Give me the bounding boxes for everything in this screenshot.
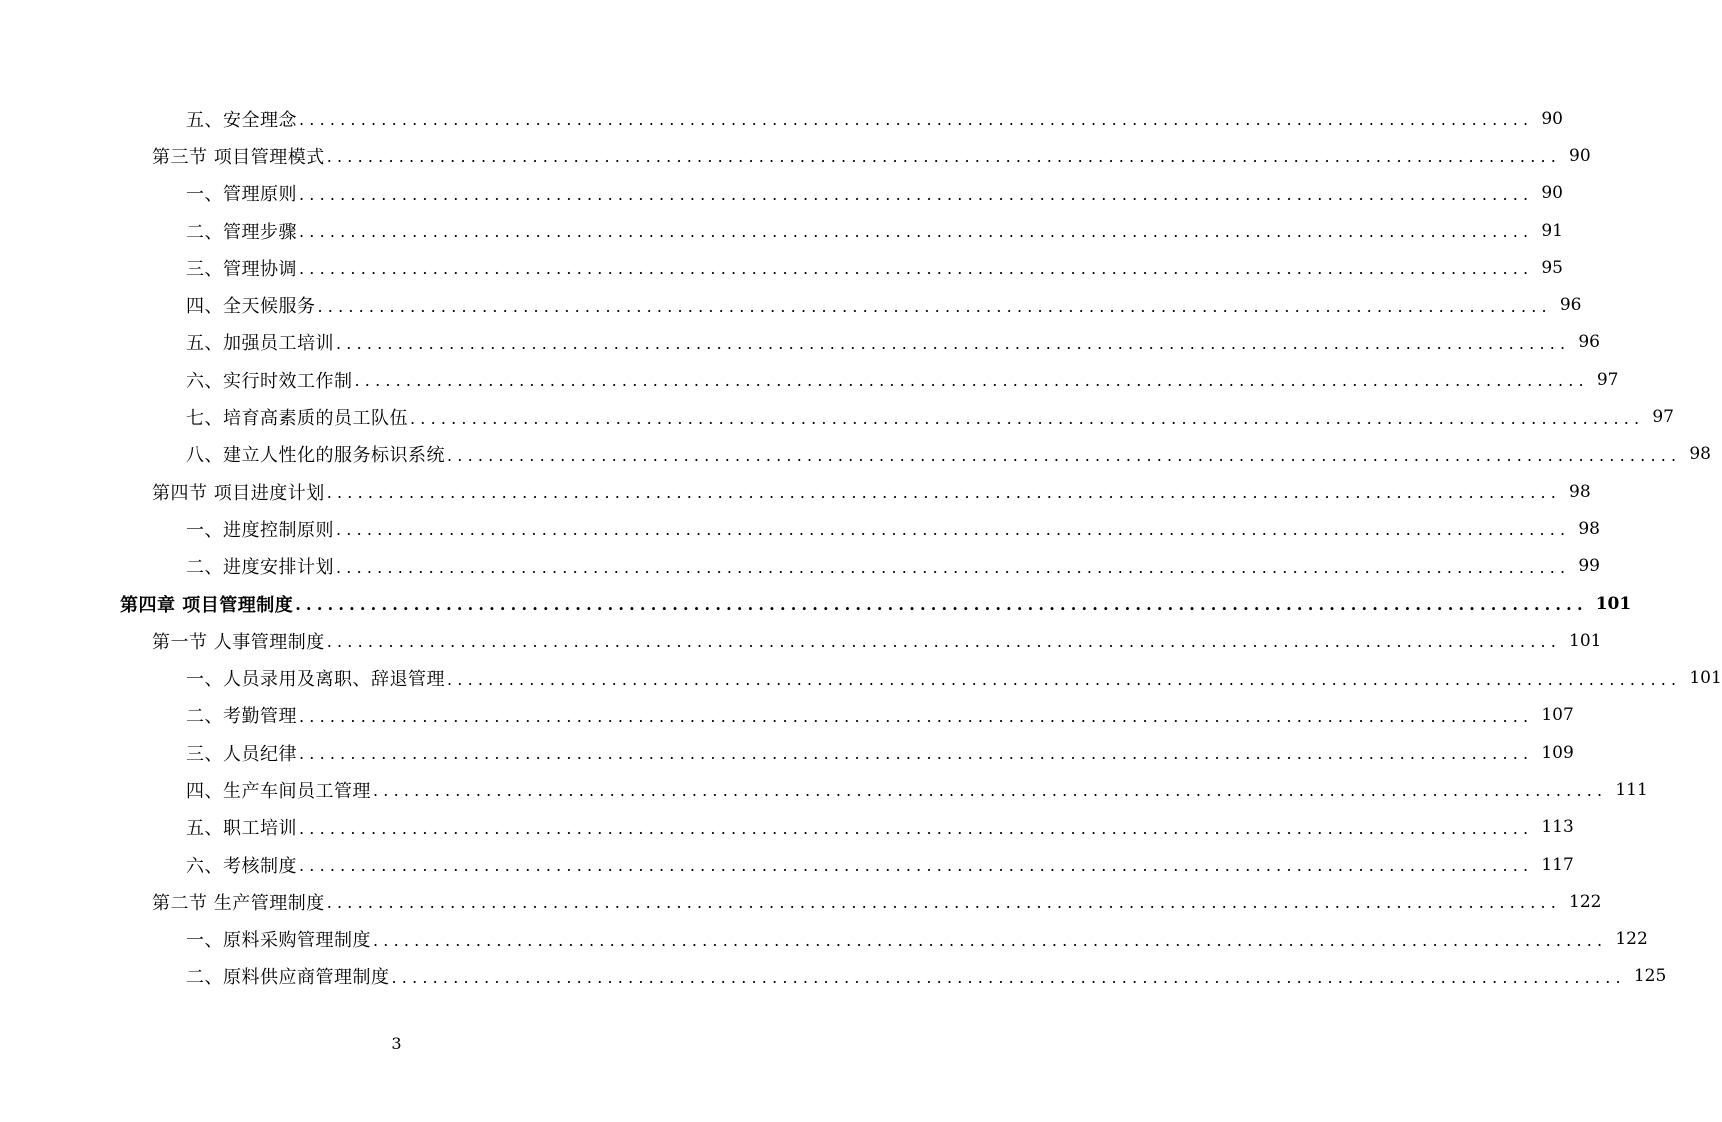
- toc-entry-title: 第四章 项目管理制度: [120, 594, 294, 616]
- toc-entry-page-number: 96: [1578, 332, 1600, 353]
- toc-dot-leader: ........................................................................................................................: [373, 930, 1608, 950]
- toc-dot-leader: ........................................................................................................................: [326, 893, 1562, 913]
- toc-entry-page-number: 90: [1569, 145, 1591, 166]
- toc-entry-item[interactable]: [0, 734, 1574, 771]
- toc-entry-title: 二、原料供应商管理制度: [186, 967, 390, 989]
- toc-entry-title: 第四节 项目进度计划: [152, 482, 325, 504]
- toc-dot-leader: ........................................................................................................................: [299, 818, 1534, 838]
- toc-entry-chapter[interactable]: [0, 585, 1632, 622]
- toc-entry-item[interactable]: [0, 212, 1563, 249]
- toc-dot-leader: ........................................................................................................................: [373, 781, 1608, 801]
- toc-dot-leader: ........................................................................................................................: [299, 856, 1534, 876]
- toc-entry-title: 六、实行时效工作制: [186, 370, 353, 392]
- toc-entry-item[interactable]: [0, 249, 1563, 286]
- toc-dot-leader: ........................................................................................................................: [410, 408, 1645, 428]
- toc-entry-item[interactable]: [0, 361, 1619, 398]
- toc-entry-item[interactable]: [0, 958, 1667, 995]
- toc-entry-title: 五、职工培训: [186, 818, 297, 840]
- toc-dot-leader: ........................................................................................................................: [317, 296, 1552, 316]
- toc-entry-page-number: 113: [1541, 817, 1574, 838]
- toc-entry-page-number: 101: [1595, 593, 1632, 614]
- toc-entry-page-number: 97: [1652, 407, 1674, 428]
- toc-dot-leader: ........................................................................................................................: [299, 259, 1534, 279]
- toc-dot-leader: ........................................................................................................................: [336, 557, 1571, 577]
- toc-entry-title: 四、全天候服务: [186, 296, 316, 318]
- toc-entry-page-number: 117: [1541, 854, 1574, 875]
- toc-entry-title: 二、考勤管理: [186, 706, 297, 728]
- toc-dot-leader: ........................................................................................................................: [326, 483, 1562, 503]
- toc-entry-page-number: 97: [1596, 369, 1619, 390]
- toc-entry-title: 二、进度安排计划: [186, 557, 334, 579]
- toc-entry-page-number: 101: [1569, 630, 1602, 651]
- toc-entry-item[interactable]: [0, 809, 1574, 846]
- toc-entry-page-number: 91: [1541, 220, 1563, 241]
- toc-entry-page-number: 90: [1541, 183, 1563, 204]
- toc-entry-item[interactable]: [0, 324, 1600, 361]
- toc-entry-title: 三、人员纪律: [186, 743, 297, 765]
- toc-entry-title: 一、原料采购管理制度: [186, 930, 371, 952]
- toc-entry-item[interactable]: [0, 659, 1722, 696]
- toc-entry-page-number: 90: [1541, 108, 1563, 129]
- toc-entry-item[interactable]: [0, 175, 1563, 212]
- toc-dot-leader: ........................................................................................................................: [391, 967, 1626, 987]
- toc-dot-leader: ........................................................................................................................: [447, 445, 1682, 465]
- toc-entry-title: 第二节 生产管理制度: [152, 892, 325, 914]
- toc-dot-leader: ........................................................................................................................: [299, 706, 1534, 726]
- toc-entry-item[interactable]: [0, 100, 1563, 137]
- toc-entry-page-number: 122: [1569, 891, 1602, 912]
- toc-entry-section[interactable]: [0, 473, 1591, 510]
- table-of-contents: [0, 100, 1722, 995]
- toc-entry-page-number: 125: [1633, 966, 1667, 987]
- toc-entry-page-number: 111: [1615, 779, 1648, 800]
- toc-entry-page-number: 122: [1615, 929, 1648, 950]
- toc-dot-leader: ........................................................................................................................: [326, 147, 1562, 167]
- toc-entry-title: 一、管理原则: [186, 184, 297, 206]
- toc-entry-title: 二、管理步骤: [186, 221, 297, 243]
- toc-entry-page-number: 98: [1569, 481, 1591, 502]
- toc-dot-leader: ........................................................................................................................: [447, 669, 1682, 689]
- toc-entry-title: 一、人员录用及离职、辞退管理: [186, 669, 445, 691]
- toc-entry-title: 八、建立人性化的服务标识系统: [186, 445, 445, 467]
- toc-entry-page-number: 101: [1689, 668, 1722, 689]
- toc-entry-page-number: 109: [1541, 742, 1574, 763]
- toc-dot-leader: ........................................................................................................................: [326, 632, 1562, 652]
- toc-entry-section[interactable]: [0, 883, 1602, 920]
- toc-dot-leader: ........................................................................................................................: [354, 371, 1589, 391]
- toc-entry-item[interactable]: [0, 286, 1582, 323]
- toc-entry-page-number: 98: [1578, 518, 1600, 539]
- toc-dot-leader: ........................................................................................................................: [336, 520, 1571, 540]
- toc-entry-title: 五、加强员工培训: [186, 333, 334, 355]
- toc-entry-section[interactable]: [0, 137, 1591, 174]
- toc-entry-title: 四、生产车间员工管理: [186, 780, 371, 802]
- toc-entry-page-number: 96: [1559, 295, 1582, 316]
- toc-entry-item[interactable]: [0, 436, 1711, 473]
- toc-entry-title: 第三节 项目管理模式: [152, 146, 325, 168]
- toc-entry-item[interactable]: [0, 548, 1600, 585]
- toc-dot-leader: ........................................................................................................................: [299, 222, 1534, 242]
- toc-entry-page-number: 99: [1578, 556, 1600, 577]
- toc-entry-item[interactable]: [0, 697, 1574, 734]
- toc-entry-title: 六、考核制度: [186, 855, 297, 877]
- toc-entry-title: 一、进度控制原则: [186, 519, 334, 541]
- toc-dot-leader: ........................................................................................................................: [299, 744, 1534, 764]
- toc-entry-page-number: 95: [1541, 257, 1563, 278]
- toc-entry-item[interactable]: [0, 846, 1574, 883]
- toc-entry-title: 三、管理协调: [186, 258, 297, 280]
- toc-entry-title: 七、培育高素质的员工队伍: [186, 408, 408, 430]
- toc-entry-title: 第一节 人事管理制度: [152, 631, 325, 653]
- toc-dot-leader: ........................................................................................................................: [295, 595, 1588, 614]
- page-number: 3: [391, 1034, 402, 1053]
- toc-entry-item[interactable]: [0, 921, 1648, 958]
- toc-entry-item[interactable]: [0, 510, 1600, 547]
- toc-dot-leader: ........................................................................................................................: [299, 184, 1534, 204]
- toc-dot-leader: ........................................................................................................................: [299, 110, 1534, 130]
- toc-entry-item[interactable]: [0, 398, 1674, 435]
- toc-entry-page-number: 98: [1689, 444, 1711, 465]
- toc-entry-section[interactable]: [0, 622, 1602, 659]
- toc-entry-page-number: 107: [1541, 705, 1574, 726]
- toc-entry-item[interactable]: [0, 771, 1648, 808]
- toc-dot-leader: ........................................................................................................................: [336, 333, 1571, 353]
- toc-entry-title: 五、安全理念: [186, 109, 297, 131]
